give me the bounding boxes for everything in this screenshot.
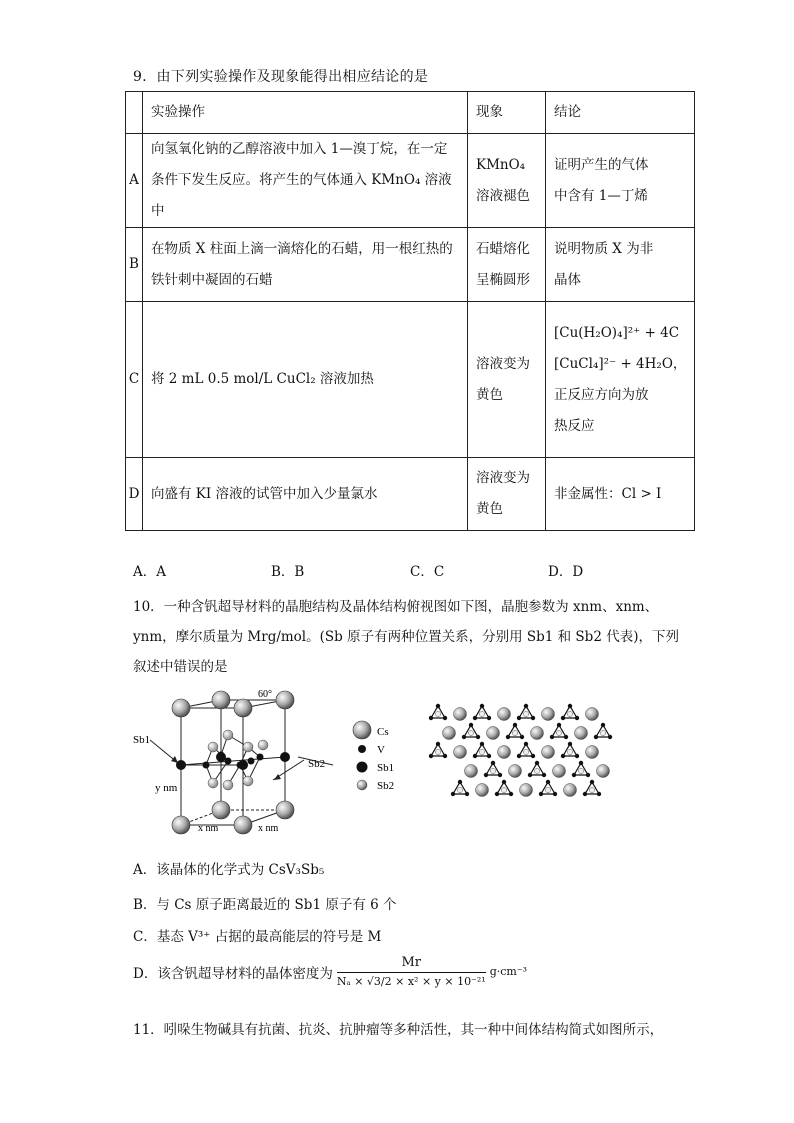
experiment-table xyxy=(125,91,695,531)
operation-text: 向盛有 KI 溶液的试管中加入少量氯水 xyxy=(143,458,468,531)
operation-text: 向氢氧化钠的乙醇溶液中加入 1—溴丁烷，在一定 xyxy=(151,141,448,157)
legend-v: V xyxy=(377,744,385,756)
phenomenon-text: 黄色 xyxy=(476,501,503,517)
legend-cs: Cs xyxy=(377,726,389,738)
v-triangle-mark xyxy=(517,742,535,758)
option-c[interactable]: C．C xyxy=(410,564,445,580)
phenomenon-text: 石蜡熔化 xyxy=(476,240,530,257)
conclusion-text: 说明物质 X 为非 xyxy=(554,240,654,257)
header-conclusion: 结论 xyxy=(546,92,695,134)
conclusion-text: 中含有 1—丁烯 xyxy=(554,187,648,204)
option-c[interactable]: C．基态 V³⁺ 占据的最高能层的符号是 M xyxy=(133,929,382,945)
option-a[interactable]: A．A xyxy=(133,564,166,580)
sb2-label: Sb2 xyxy=(308,758,326,770)
legend-sb1: Sb1 xyxy=(377,762,395,774)
density-fraction xyxy=(337,955,486,988)
cs-atom-mark xyxy=(487,727,500,740)
cs-atom-mark xyxy=(498,746,511,759)
fraction-denominator: Nₐ × √3/2 × x² × y × 10⁻²¹ xyxy=(336,975,486,988)
fraction-numerator: Mr xyxy=(337,955,486,973)
conclusion-text: 正反应方向为放 xyxy=(554,386,649,403)
option-d[interactable] xyxy=(133,955,527,988)
v-triangle-mark xyxy=(462,723,480,739)
phenomenon-text: 溶液褪色 xyxy=(476,187,530,204)
cs-atom-mark xyxy=(586,746,599,759)
phenomenon-text: 溶液变为 xyxy=(476,355,530,372)
phenomenon-text: 溶液变为 xyxy=(476,470,530,486)
v-triangle-mark xyxy=(561,742,579,758)
v-triangle-mark xyxy=(429,704,447,720)
table-row xyxy=(126,302,695,458)
equation-line: [CuCl₄]²⁻ + 4H₂O， xyxy=(554,355,687,372)
cs-atom-mark xyxy=(564,784,577,797)
legend-sb2: Sb2 xyxy=(377,780,395,792)
table-row xyxy=(126,134,695,228)
phenomenon-text: 呈椭圆形 xyxy=(476,271,530,288)
cs-atom-mark xyxy=(553,765,566,778)
v-triangle-mark xyxy=(528,761,546,777)
cs-atom-mark xyxy=(520,784,533,797)
operation-text: 条件下发生反应。将产生的气体通入 KMnO₄ 溶液中 xyxy=(151,172,452,219)
v-triangle-mark xyxy=(484,761,502,777)
cs-atom-mark xyxy=(542,708,555,721)
cs-atom-mark xyxy=(531,727,544,740)
cs-atom-mark xyxy=(542,746,555,759)
operation-text: 将 2 mL 0.5 mol/L CuCl₂ 溶液加热 xyxy=(143,302,468,458)
conclusion-text: 晶体 xyxy=(554,271,581,288)
row-label: C xyxy=(126,302,143,458)
cs-atom-mark xyxy=(498,708,511,721)
v-triangle-mark xyxy=(473,704,491,720)
cs-atom-mark xyxy=(575,727,588,740)
v-triangle-mark xyxy=(572,761,590,777)
table-header-row xyxy=(126,92,695,134)
v-triangle-mark xyxy=(517,704,535,720)
question-9-title: 9．由下列实验操作及现象能得出相应结论的是 xyxy=(133,69,429,85)
v-triangle-mark xyxy=(495,780,513,796)
v-triangle-mark xyxy=(473,742,491,758)
cs-atom-mark xyxy=(476,784,489,797)
option-a[interactable]: A．该晶体的化学式为 CsV₃Sb₅ xyxy=(133,862,325,878)
v-triangle-mark xyxy=(429,742,447,758)
question-10-line: ynm，摩尔质量为 Mrg/mol。(Sb 原子有两种位置关系，分别用 Sb1 和 Sb2 代表)，下列 xyxy=(133,629,679,645)
angle-label: 60° xyxy=(258,689,272,700)
density-unit: g·cm⁻³ xyxy=(489,965,528,978)
v-triangle-mark xyxy=(506,723,524,739)
v-triangle-mark xyxy=(451,780,469,796)
option-d-prefix: D．该含钒超导材料的晶体密度为 xyxy=(133,965,333,982)
row-label: B xyxy=(126,228,143,302)
sb1-label: Sb1 xyxy=(133,734,151,746)
option-b[interactable]: B．B xyxy=(271,564,305,580)
conclusion-text: 证明产生的气体 xyxy=(554,156,649,173)
row-label: A xyxy=(126,134,143,228)
y-nm-label: y nm xyxy=(155,782,178,794)
question-10-line: 叙述中错误的是 xyxy=(133,659,228,675)
phenomenon-text: 黄色 xyxy=(476,386,503,403)
operation-text: 在物质 X 柱面上滴一滴熔化的石蜡，用一根红热的 xyxy=(151,240,453,257)
phenomenon-text: KMnO₄ xyxy=(476,156,526,173)
cs-atom-mark xyxy=(454,708,467,721)
header-operation: 实验操作 xyxy=(143,92,468,134)
question-10-line: 10．一种含钒超导材料的晶胞结构及晶体结构俯视图如下图，晶胞参数为 xnm、xnm、 xyxy=(133,599,659,615)
atom-legend xyxy=(350,718,410,798)
cs-atom-mark xyxy=(454,746,467,759)
operation-text: 铁针刺中凝固的石蜡 xyxy=(151,271,273,288)
v-triangle-mark xyxy=(539,780,557,796)
cs-atom-mark xyxy=(597,765,610,778)
x-nm-label: x nm xyxy=(198,823,219,834)
v-triangle-mark xyxy=(583,780,601,796)
equation-line: [Cu(H₂O)₄]²⁺ + 4C xyxy=(554,324,680,341)
question-11-line: 11．吲哚生物碱具有抗菌、抗炎、抗肿瘤等多种活性，其一种中间体结构简式如图所示， xyxy=(133,1022,664,1038)
v-triangle-mark xyxy=(594,723,612,739)
cs-atom-mark xyxy=(509,765,522,778)
cs-atom-mark xyxy=(465,765,478,778)
cs-atom-mark xyxy=(586,708,599,721)
option-b[interactable]: B．与 Cs 原子距离最近的 Sb1 原子有 6 个 xyxy=(133,897,397,913)
table-row xyxy=(126,458,695,531)
conclusion-text: 非金属性：Cl > I xyxy=(546,458,695,531)
header-phenomenon: 现象 xyxy=(468,92,546,134)
option-d[interactable]: D．D xyxy=(548,564,584,580)
v-triangle-mark xyxy=(550,723,568,739)
lattice-top-view xyxy=(428,700,618,812)
x-nm-label: x nm xyxy=(258,823,279,834)
table-row xyxy=(126,228,695,302)
conclusion-text: 热反应 xyxy=(554,417,595,434)
row-label: D xyxy=(126,458,143,531)
v-triangle-mark xyxy=(561,704,579,720)
cs-atom-mark xyxy=(443,727,456,740)
